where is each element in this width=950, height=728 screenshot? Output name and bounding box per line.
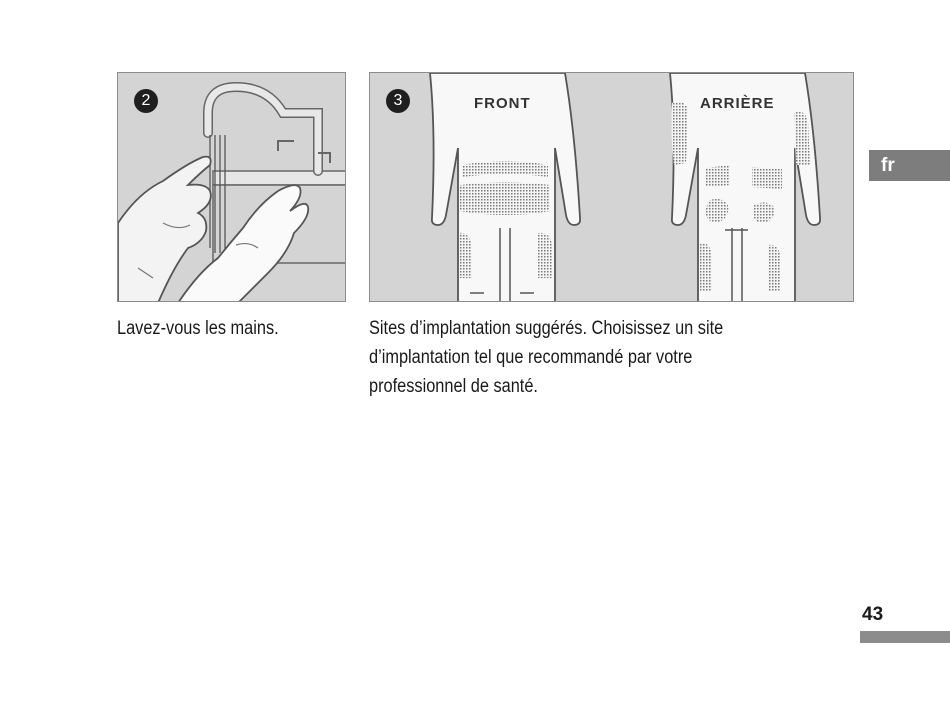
back-label: ARRIÈRE bbox=[700, 95, 775, 112]
front-lower-abdomen-site bbox=[460, 182, 550, 215]
step-number-badge: 2 bbox=[134, 89, 158, 113]
page-number-bar bbox=[860, 631, 950, 643]
step-2-caption: Lavez-vous les mains. bbox=[117, 318, 279, 339]
back-right-thigh-site bbox=[768, 245, 780, 291]
hand-washing-illustration bbox=[117, 72, 346, 302]
injection-sites-illustration bbox=[369, 72, 854, 302]
language-tab: fr bbox=[869, 150, 950, 181]
step-3-caption bbox=[369, 314, 799, 401]
page-number: 43 bbox=[862, 604, 884, 625]
back-left-thigh-site bbox=[700, 243, 712, 291]
body-diagram-image bbox=[370, 73, 854, 302]
back-left-arm-site bbox=[671, 101, 688, 165]
front-right-thigh-site bbox=[538, 233, 552, 278]
back-right-flank-site bbox=[752, 167, 782, 189]
back-left-flank-site bbox=[705, 165, 730, 187]
caption-line: d’implantation tel que recommandé par votre bbox=[369, 347, 693, 368]
front-label: FRONT bbox=[474, 95, 531, 112]
caption-line: Sites d’implantation suggérés. Choisissez un site bbox=[369, 318, 724, 339]
step-number-badge: 3 bbox=[386, 89, 410, 113]
caption-line: professionnel de santé. bbox=[369, 376, 538, 397]
